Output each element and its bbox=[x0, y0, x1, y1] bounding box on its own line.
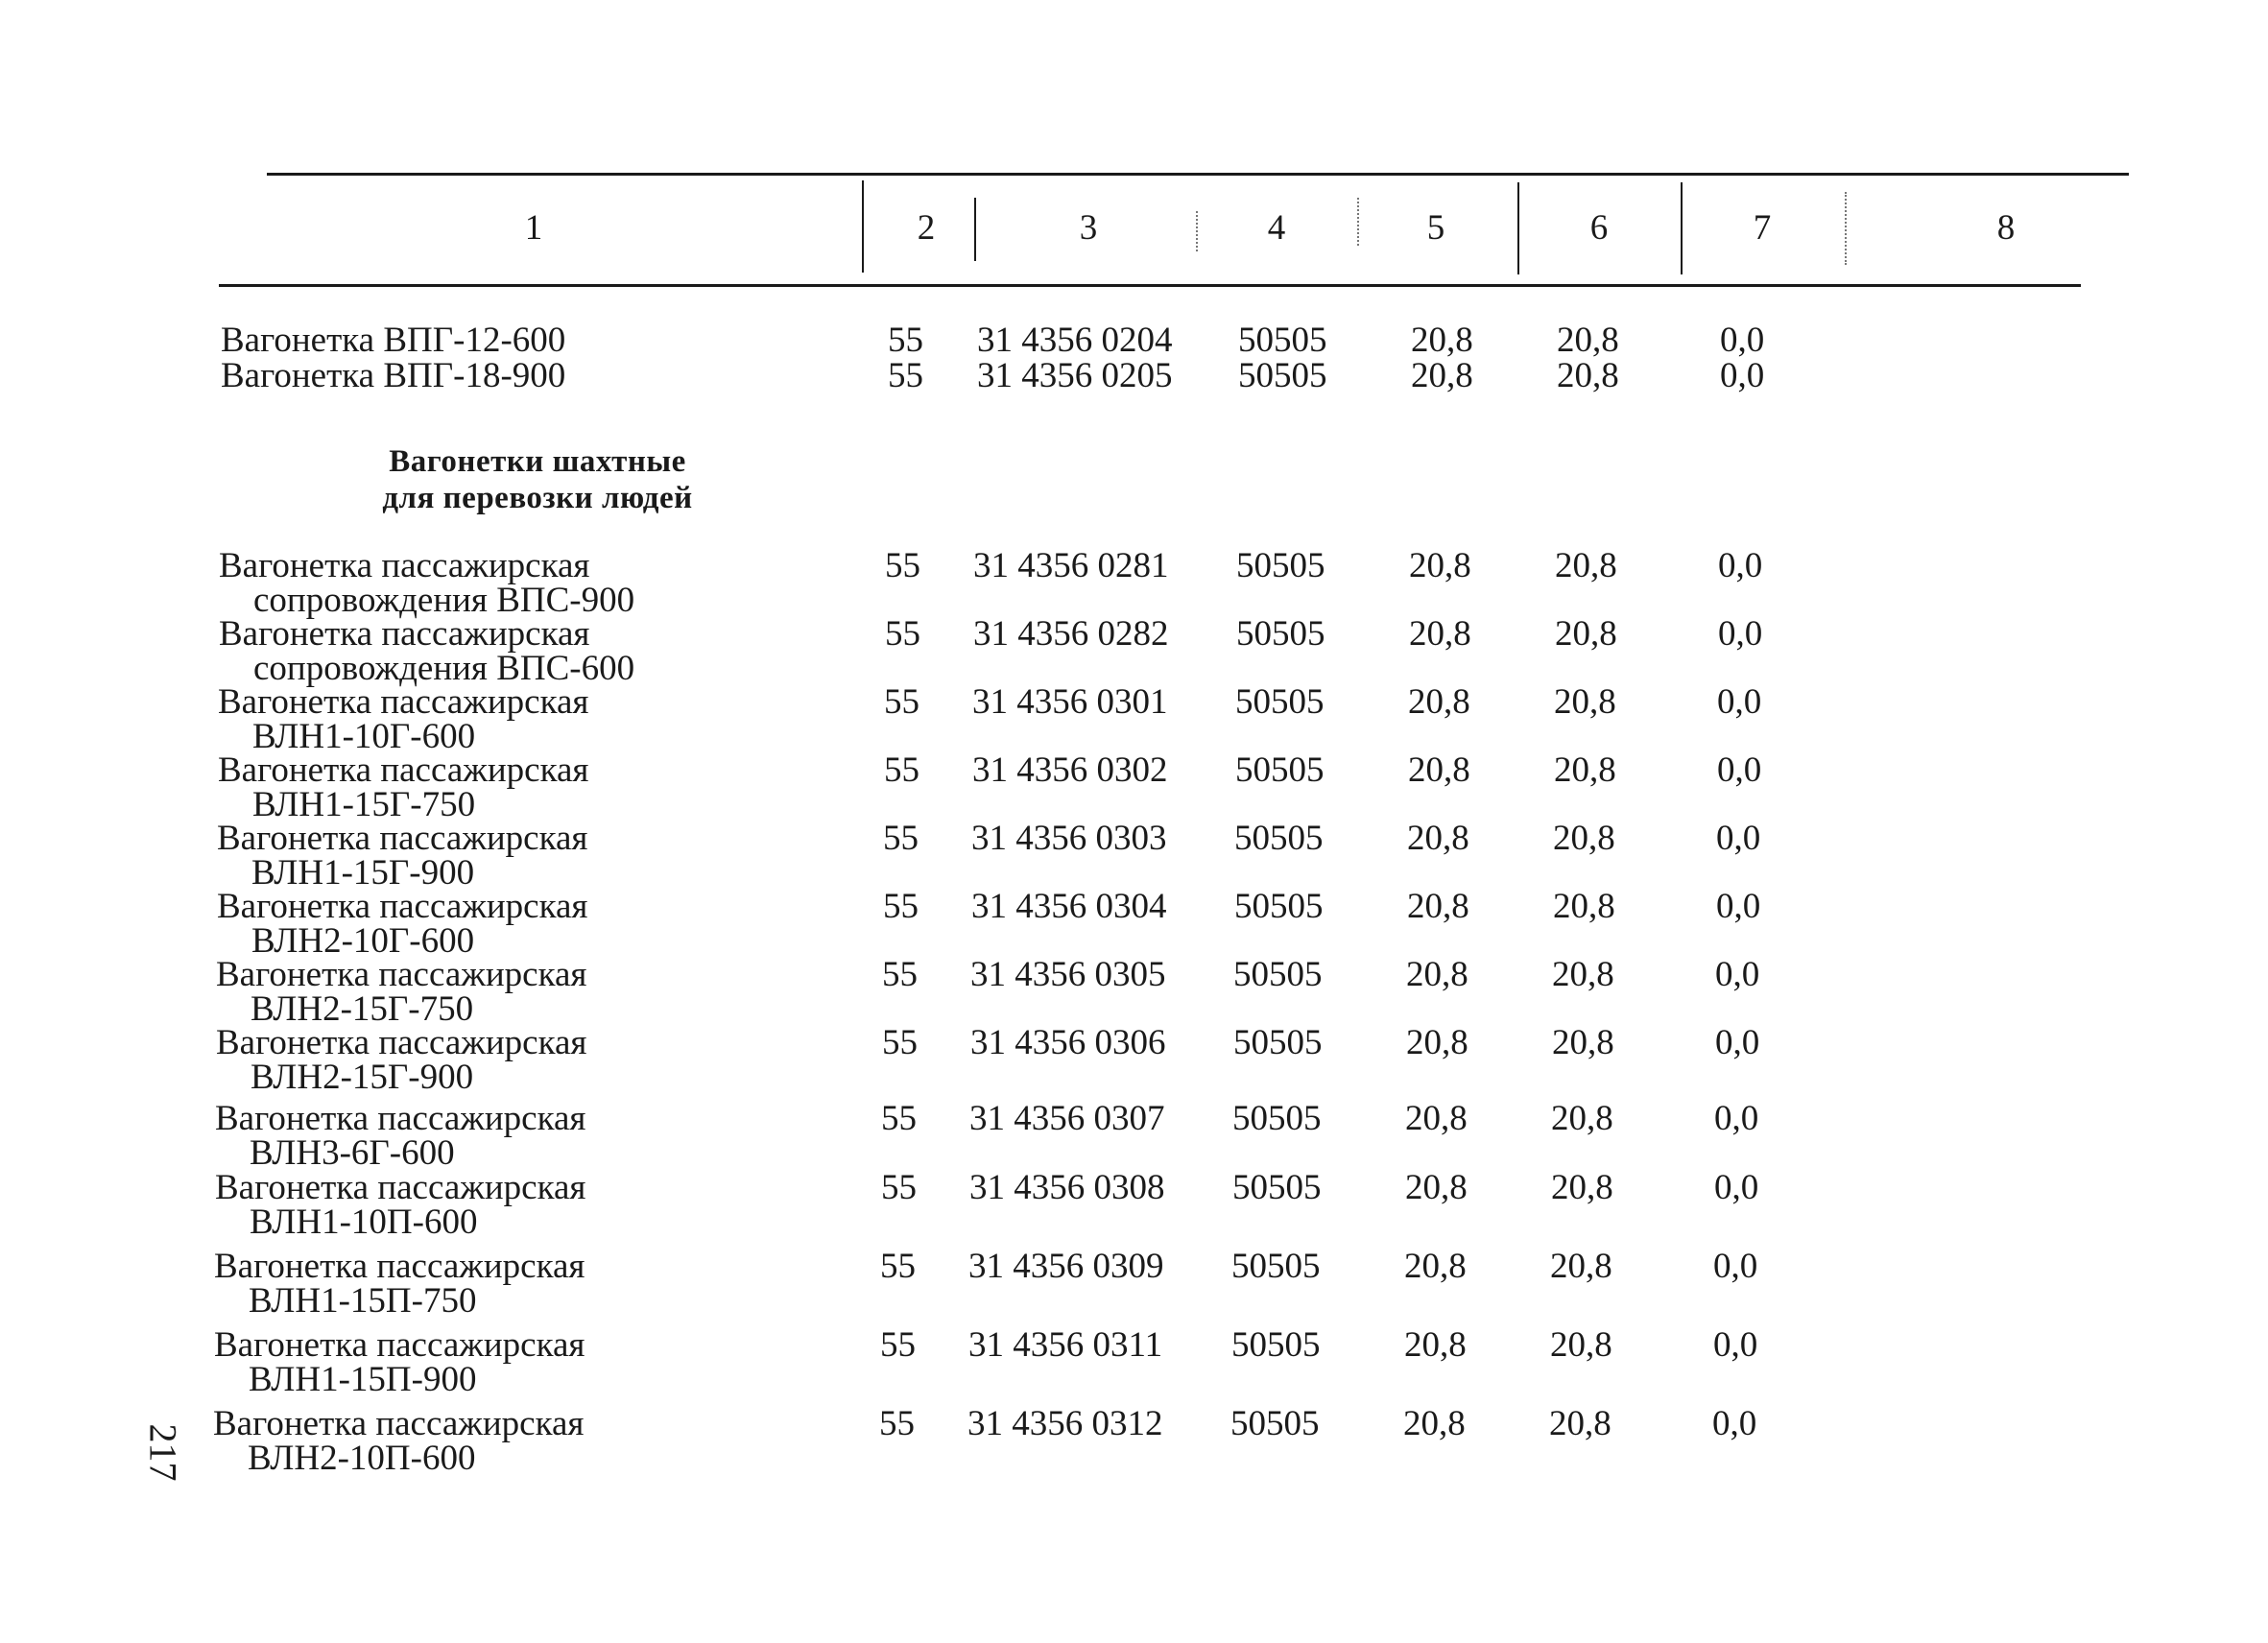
row-col-5: 20,8 bbox=[1411, 356, 1473, 395]
row-col-3: 31 4356 0311 bbox=[968, 1325, 1163, 1365]
row-col-7: 0,0 bbox=[1712, 1404, 1757, 1443]
row-col-5: 20,8 bbox=[1408, 682, 1470, 722]
row-col-3: 31 4356 0303 bbox=[971, 819, 1167, 858]
row-col-6: 20,8 bbox=[1555, 546, 1617, 585]
row-col-5: 20,8 bbox=[1405, 1168, 1468, 1207]
row-col-5: 20,8 bbox=[1411, 321, 1473, 360]
row-col-2: 55 bbox=[882, 955, 918, 994]
row-col-3: 31 4356 0204 bbox=[977, 321, 1173, 360]
col-separator-4-5 bbox=[1357, 198, 1359, 246]
row-col-5: 20,8 bbox=[1403, 1404, 1466, 1443]
row-col-5: 20,8 bbox=[1405, 1099, 1468, 1138]
row-col-5: 20,8 bbox=[1408, 750, 1470, 790]
row-col-3: 31 4356 0304 bbox=[971, 887, 1167, 926]
row-col-4: 50505 bbox=[1232, 1099, 1322, 1138]
row-col-4: 50505 bbox=[1230, 1404, 1320, 1443]
row-col-2: 55 bbox=[884, 682, 919, 722]
row-col-6: 20,8 bbox=[1554, 750, 1616, 790]
row-col-4: 50505 bbox=[1233, 955, 1323, 994]
header-col-2: 2 bbox=[917, 208, 936, 248]
table-row bbox=[0, 356, 2268, 428]
row-col-7: 0,0 bbox=[1714, 1099, 1759, 1138]
row-col-2: 55 bbox=[883, 887, 919, 926]
row-name: Вагонетка пассажирская ВЛН1-15П-900 bbox=[214, 1325, 585, 1399]
header-col-4: 4 bbox=[1267, 208, 1286, 248]
table-row bbox=[0, 955, 2268, 1029]
row-col-4: 50505 bbox=[1234, 887, 1324, 926]
row-col-3: 31 4356 0301 bbox=[972, 682, 1168, 722]
row-col-5: 20,8 bbox=[1409, 546, 1471, 585]
table-row bbox=[0, 1168, 2268, 1242]
header-col-8: 8 bbox=[1996, 208, 2016, 248]
row-col-6: 20,8 bbox=[1552, 1023, 1614, 1062]
row-name: Вагонетка ВПГ-12-600 bbox=[221, 321, 566, 360]
row-name: Вагонетка пассажирская ВЛН3-6Г-600 bbox=[215, 1099, 586, 1173]
header-col-5: 5 bbox=[1426, 208, 1445, 248]
row-col-7: 0,0 bbox=[1713, 1325, 1758, 1365]
row-col-4: 50505 bbox=[1238, 321, 1327, 360]
row-col-2: 55 bbox=[880, 1325, 916, 1365]
col-separator-1-2 bbox=[862, 180, 864, 273]
row-col-6: 20,8 bbox=[1550, 1247, 1612, 1286]
row-col-3: 31 4356 0307 bbox=[969, 1099, 1165, 1138]
row-col-2: 55 bbox=[885, 546, 920, 585]
col-separator-2-3 bbox=[974, 198, 976, 261]
row-col-2: 55 bbox=[881, 1168, 917, 1207]
row-name: Вагонетка пассажирская ВЛН1-10П-600 bbox=[215, 1168, 586, 1242]
col-separator-5-6 bbox=[1517, 182, 1519, 274]
row-col-4: 50505 bbox=[1233, 1023, 1323, 1062]
page-number: 217 bbox=[141, 1423, 185, 1482]
row-col-7: 0,0 bbox=[1717, 682, 1762, 722]
table-row bbox=[0, 1325, 2268, 1399]
row-col-7: 0,0 bbox=[1718, 546, 1763, 585]
row-col-4: 50505 bbox=[1235, 750, 1325, 790]
row-name: Вагонетка пассажирская ВЛН2-10Г-600 bbox=[217, 887, 588, 961]
row-name: Вагонетка ВПГ-18-900 bbox=[221, 356, 566, 395]
table-row bbox=[0, 1099, 2268, 1173]
row-col-4: 50505 bbox=[1231, 1247, 1321, 1286]
col-separator-7-8 bbox=[1845, 192, 1847, 265]
header-top-rule bbox=[267, 173, 2129, 176]
header-col-7: 7 bbox=[1753, 208, 1772, 248]
row-col-7: 0,0 bbox=[1714, 1168, 1759, 1207]
row-name: Вагонетка пассажирская ВЛН2-10П-600 bbox=[213, 1404, 585, 1478]
header-col-6: 6 bbox=[1589, 208, 1609, 248]
row-col-6: 20,8 bbox=[1552, 955, 1614, 994]
row-col-4: 50505 bbox=[1236, 614, 1325, 654]
table-row bbox=[0, 819, 2268, 893]
row-name: Вагонетка пассажирская сопровождения ВПС-600 bbox=[219, 614, 635, 688]
table-row bbox=[0, 546, 2268, 620]
row-col-6: 20,8 bbox=[1551, 1168, 1613, 1207]
row-col-7: 0,0 bbox=[1718, 614, 1763, 654]
row-col-3: 31 4356 0309 bbox=[968, 1247, 1164, 1286]
row-col-7: 0,0 bbox=[1720, 356, 1765, 395]
row-col-2: 55 bbox=[883, 819, 919, 858]
row-col-6: 20,8 bbox=[1551, 1099, 1613, 1138]
row-col-4: 50505 bbox=[1235, 682, 1325, 722]
table-row bbox=[0, 1404, 2268, 1478]
table-row bbox=[0, 614, 2268, 688]
row-col-2: 55 bbox=[888, 356, 923, 395]
header-col-1: 1 bbox=[524, 208, 543, 248]
col-separator-6-7 bbox=[1681, 182, 1683, 274]
col-separator-3-4 bbox=[1196, 211, 1198, 251]
row-col-3: 31 4356 0281 bbox=[973, 546, 1169, 585]
section-title: Вагонетки шахтные для перевозки людей bbox=[382, 444, 693, 515]
row-col-5: 20,8 bbox=[1404, 1247, 1467, 1286]
table-row bbox=[0, 1247, 2268, 1321]
row-col-4: 50505 bbox=[1234, 819, 1324, 858]
row-col-4: 50505 bbox=[1231, 1325, 1321, 1365]
row-col-2: 55 bbox=[879, 1404, 915, 1443]
row-col-4: 50505 bbox=[1232, 1168, 1322, 1207]
row-col-6: 20,8 bbox=[1549, 1404, 1611, 1443]
header-bottom-rule bbox=[219, 284, 2081, 287]
table-row bbox=[0, 1023, 2268, 1097]
row-col-7: 0,0 bbox=[1720, 321, 1765, 360]
row-col-6: 20,8 bbox=[1557, 321, 1619, 360]
row-name: Вагонетка пассажирская ВЛН1-15Г-900 bbox=[217, 819, 588, 893]
row-col-6: 20,8 bbox=[1557, 356, 1619, 395]
row-col-3: 31 4356 0306 bbox=[970, 1023, 1166, 1062]
row-col-2: 55 bbox=[880, 1247, 916, 1286]
row-col-2: 55 bbox=[881, 1099, 917, 1138]
row-col-3: 31 4356 0308 bbox=[969, 1168, 1165, 1207]
row-col-4: 50505 bbox=[1238, 356, 1327, 395]
row-col-7: 0,0 bbox=[1716, 819, 1761, 858]
row-col-6: 20,8 bbox=[1550, 1325, 1612, 1365]
row-col-7: 0,0 bbox=[1713, 1247, 1758, 1286]
row-col-2: 55 bbox=[885, 614, 920, 654]
row-name: Вагонетка пассажирская ВЛН1-15Г-750 bbox=[218, 750, 589, 824]
row-col-6: 20,8 bbox=[1555, 614, 1617, 654]
row-col-7: 0,0 bbox=[1715, 955, 1760, 994]
row-name: Вагонетка пассажирская ВЛН1-15П-750 bbox=[214, 1247, 585, 1321]
row-name: Вагонетка пассажирская сопровождения ВПС-900 bbox=[219, 546, 635, 620]
row-col-2: 55 bbox=[882, 1023, 918, 1062]
row-col-3: 31 4356 0282 bbox=[973, 614, 1169, 654]
table-row bbox=[0, 682, 2268, 756]
row-col-5: 20,8 bbox=[1407, 819, 1469, 858]
row-col-2: 55 bbox=[884, 750, 919, 790]
row-col-5: 20,8 bbox=[1406, 1023, 1468, 1062]
row-col-7: 0,0 bbox=[1717, 750, 1762, 790]
row-col-3: 31 4356 0205 bbox=[977, 356, 1173, 395]
row-col-6: 20,8 bbox=[1553, 819, 1615, 858]
row-col-6: 20,8 bbox=[1553, 887, 1615, 926]
row-col-6: 20,8 bbox=[1554, 682, 1616, 722]
row-col-4: 50505 bbox=[1236, 546, 1325, 585]
table-row bbox=[0, 887, 2268, 961]
row-col-5: 20,8 bbox=[1409, 614, 1471, 654]
row-col-3: 31 4356 0305 bbox=[970, 955, 1166, 994]
row-col-5: 20,8 bbox=[1406, 955, 1468, 994]
header-col-3: 3 bbox=[1079, 208, 1098, 248]
table-row bbox=[0, 750, 2268, 824]
row-col-3: 31 4356 0302 bbox=[972, 750, 1168, 790]
row-col-7: 0,0 bbox=[1715, 1023, 1760, 1062]
row-name: Вагонетка пассажирская ВЛН2-15Г-750 bbox=[216, 955, 587, 1029]
row-col-3: 31 4356 0312 bbox=[967, 1404, 1163, 1443]
row-col-5: 20,8 bbox=[1404, 1325, 1467, 1365]
row-col-2: 55 bbox=[888, 321, 923, 360]
row-name: Вагонетка пассажирская ВЛН1-10Г-600 bbox=[218, 682, 589, 756]
row-col-5: 20,8 bbox=[1407, 887, 1469, 926]
row-name: Вагонетка пассажирская ВЛН2-15Г-900 bbox=[216, 1023, 587, 1097]
row-col-7: 0,0 bbox=[1716, 887, 1761, 926]
